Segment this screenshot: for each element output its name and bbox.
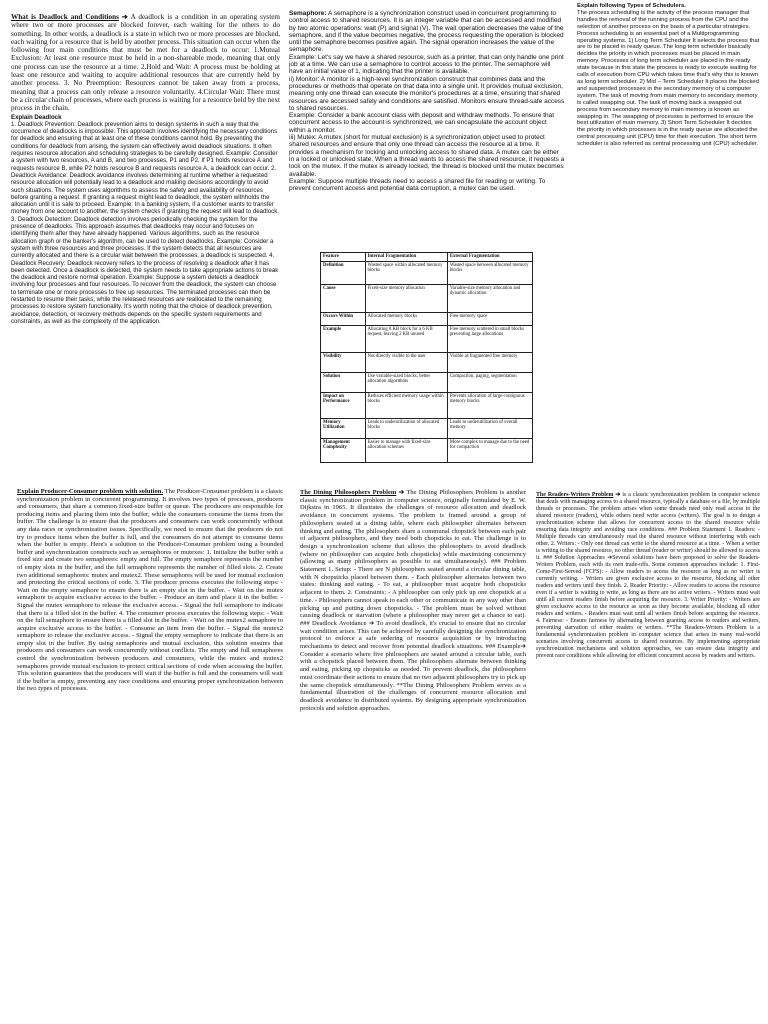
deadlock-heading: What is Deadlock and Conditions bbox=[11, 13, 119, 21]
table-cell: Leads to underutilization of overall memory bbox=[447, 418, 532, 438]
table-row bbox=[321, 325, 533, 352]
mutex-example: Example: Suppose multiple threads need to access a shared file for reading or writing. To prevent concurrent access and potential data corruption, a mutex can be used. bbox=[289, 177, 546, 193]
table-cell: Allocating 8 KB block for a 6 KB request, leaving 2 KB unused bbox=[365, 325, 447, 352]
table-cell: Allocated memory blocks bbox=[365, 312, 447, 325]
dining-philosophers-section bbox=[300, 489, 526, 725]
table-cell: Cause bbox=[321, 284, 366, 312]
deadlock-section bbox=[11, 13, 281, 325]
semaphore-paragraph bbox=[289, 10, 565, 54]
table-cell: Easier to manage with fixed-size allocation schemes bbox=[365, 438, 447, 462]
arrow-icon: ➔ bbox=[398, 489, 405, 496]
table-cell: Prevents allocation of large contiguous memory blocks bbox=[447, 392, 532, 418]
table-cell: Visible as fragmented free memory bbox=[447, 352, 532, 372]
table-cell: Compaction, paging, segmentation bbox=[447, 372, 532, 392]
table-cell: Wasted space between allocated memory blocks bbox=[447, 261, 532, 284]
monitor-paragraph: ii) Monitor: A monitor is a high-level synchronization construct that combines data and the procedures or methods that operate on that data into a single unit. It provides mutual exclusion, meaning only one thread can execute the monitor's procedures at a time, ensuring that shared resources are accessed safely and conditions are satisfied. Monitors ensure thread-safe access to shared resources. bbox=[289, 75, 565, 112]
semaphore-body: A semaphore is a synchronization construct used in concurrent programming to control access to shared resources. It is an integer variable that can be accessed and modified by two atomic operations: wait (P) and signal (V). The wait operation decreases the value of the semaphore, and if the value becomes negative, the process requesting the operation is blocked until the semaphore becomes positive again. The signal operation increases the value of the semaphore. bbox=[289, 10, 564, 54]
schedulers-heading: Explain following Types of Schedulers. bbox=[577, 3, 686, 9]
table-cell: Memory Utilization bbox=[321, 418, 366, 438]
table-header-cell: Feature bbox=[321, 253, 366, 262]
table-cell: Reduces efficient memory usage within blocks bbox=[365, 392, 447, 418]
explain-deadlock-heading: Explain Deadlock bbox=[11, 113, 62, 121]
readers-writers-heading: The Readers-Writers Problem bbox=[536, 492, 614, 498]
producer-consumer-paragraph bbox=[17, 488, 283, 693]
table-cell: Free memory space bbox=[447, 312, 532, 325]
table-row bbox=[321, 438, 533, 462]
arrow-icon: ➔ bbox=[121, 13, 128, 21]
deadlock-intro: A deadlock is a condition in an operating system where two or more processes are blocked forever, each waiting for the others to do something. In other words, a deadlock is a state in which two or more processes are blocked, each waiting for a resource that is held by another process. This situation can occur when the following four main conditions that must be met for a deadlock to occur: 1.Mutual Exclusion: At least one resource must be held in a non-shareable mode, meaning that only one process can use the resource at a time. 2.Hold and Wait: A process must be holding at least one resource and waiting to acquire additional resources that are currently held by another process. 3. No Preemption: Resources cannot be taken away from a process, meaning that a process can only release a resource voluntarily. 4.Circular Wait: There must be a circular chain of processes, where each process is waiting for a resource held by the next process in the chain. bbox=[11, 13, 281, 113]
table-cell: Use variable-sized blocks, better allocation algorithms bbox=[365, 372, 447, 392]
producer-consumer-heading: Explain Producer-Consumer problem with solution. bbox=[17, 488, 164, 495]
deadlock-intro-paragraph bbox=[11, 13, 280, 113]
producer-consumer-section bbox=[17, 488, 283, 778]
semaphore-example: Example: Let's say we have a shared resource, such as a printer, that can only handle one print job at a time. We can use a semaphore to control access to the printer. The semaphore will have an initial value of 1, indicating that the printer is available. bbox=[289, 53, 564, 76]
sync-constructs-section bbox=[289, 10, 565, 258]
fragmentation-table bbox=[320, 252, 533, 463]
semaphore-label: Semaphore: bbox=[289, 10, 327, 17]
table-cell: Fixed-size memory allocation bbox=[365, 284, 447, 312]
table-header-row bbox=[321, 253, 533, 262]
readers-writers-paragraph bbox=[536, 492, 760, 660]
table-cell: Management Complexity bbox=[321, 438, 366, 462]
table-row bbox=[321, 392, 533, 418]
explain-deadlock-body: 1. Deadlock Prevention: Deadlock prevention aims to design systems in such a way that the occurrence of deadlocks is impossible. This approach involves identifying the necessary conditions for deadlock and ensuring that at least one of these conditions cannot hold. By preventing the conditions for deadlock from arising, the system can effectively avoid deadlock situations. It often requires resource allocation and scheduling strategies to be carefully designed. Example: Consider a system with two resources, A and B, and two processes, P1 and P2. If P1 holds resource A and requests resource B, while P2 holds resource B and requests resource A, a deadlock can occur. 2. Deadlock Avoidance: Deadlock avoidance involves determining at runtime whether a requested resource allocation will potentially lead to a deadlock and making decisions accordingly to avoid such situations. The system uses algorithms to assess the safety and availability of resources before granting a request. If granting a request might lead to deadlock, the system withholds the allocation until it is safe to proceed. Example: In a banking system, if a customer wants to transfer money from one account to another, the system checks if granting the request will lead to deadlock. 3. Deadlock Detection: Deadlock detection involves periodically checking the system for the presence of deadlocks. This approach assumes that deadlocks may occur and focuses on identifying them after they have already happened. Various algorithms, such as the resource allocation graph or the banker's algorithm, can be used to detect deadlocks. Example: Consider a system with three resources and three processes. If the system detects that all resources are currently allocated and there is a circular wait between the processes, a deadlock is suspected. 4. Deadlock Recovery: Deadlock recovery refers to the process of resolving a deadlock after it has been detected. Once a deadlock is detected, the system needs to take appropriate actions to break the deadlock and restore normal operation. Example: Suppose a system detects a deadlock involving four processes and four resources. To recover from the deadlock, the system can choose to terminate one or more processes to free up resources. The terminated processes can then be restarted to resume their tasks, while the released resources are reallocated to the remaining processes to restore system functionality. It's worth noting that the choice of deadlock prevention, avoidance, detection, or recovery methods depends on the specific system requirements and constraints, as well as the complexity of the application. bbox=[11, 120, 279, 325]
dining-paragraph bbox=[300, 489, 526, 712]
table-row bbox=[321, 372, 533, 392]
table-cell: Example bbox=[321, 325, 366, 352]
schedulers-section bbox=[577, 3, 760, 255]
table-cell: More complex to manage due to the need for compaction bbox=[447, 438, 532, 462]
table-cell: Definition bbox=[321, 261, 366, 284]
table-cell: Occurs Within bbox=[321, 312, 366, 325]
monitor-example: Example: Consider a bank account class with deposit and withdraw methods. To ensure that concurrent access to the account is synchronized, we can encapsulate the account object within a monitor. bbox=[289, 112, 555, 134]
table-cell: Impact on Performance bbox=[321, 392, 366, 418]
table-cell: Solution bbox=[321, 372, 366, 392]
table-cell: Not directly visible to the user bbox=[365, 352, 447, 372]
producer-consumer-body: The Producer-Consumer problem is a classic synchronization problem in concurrent programming. It involves two types of processes, producers and consumers, that share a common fixed-size buffer or queue. The producers are responsible for producing items and placing them into the buffer, while the consumers consume the items from the buffer. The challenge is to ensure that the producers and consumers can work concurrently without any data races or synchronization issues. Specifically, we need to ensure that the producers do not try to produce items when the buffer is full, and the consumers do not attempt to consume items when the buffer is empty. Here's a solution to the Producer-Consumer problem using a bounded buffer and synchronization constructs such as semaphores or mutexes: 1. Initialize the buffer with a fixed size and create two semaphores: empty and full. The empty semaphore represents the number of empty slots in the buffer, and the full semaphore represents the number of filled slots. 2. Create two additional semaphores: mutex and mutex2. These semaphores will be used for mutual exclusion and protecting the critical sections of code. 3. The producer process executes the following steps: - Wait on the empty semaphore to ensure there is an empty slot in the buffer. - Wait on the mutex semaphore to acquire exclusive access to the buffer. - Produce an item and place it in the buffer. - Signal the mutex semaphore to release the exclusive access. - Signal the full semaphore to indicate that there is a filled slot in the buffer. 4. The consumer process executes the following steps: - Wait on the full semaphore to ensure there is a filled slot in the buffer. - Wait on the mutex2 semaphore to acquire exclusive access to the buffer. - Consume an item from the buffer. - Signal the mutex2 semaphore to release the exclusive access. - Signal the empty semaphore to indicate that there is an empty slot in the buffer. By using semaphores and mutual exclusion, this solution ensures that producers and consumers can work concurrently without conflicts. The empty and full semaphores control the synchronization between producers and consumers, while the mutex and mutex2 semaphores provide mutual exclusion to protect critical sections of code when accessing the buffer. This solution guarantees that the producers will wait if the buffer is full and the consumers will wait if the buffer is empty, preventing any race conditions and ensuring proper synchronization between the two types of processes. bbox=[17, 488, 283, 693]
table-cell: Variable-size memory allocation and dynamic allocation bbox=[447, 284, 532, 312]
table-row bbox=[321, 418, 533, 438]
table-header-cell: Internal Fragmentation bbox=[365, 253, 447, 262]
schedulers-body: The process scheduling is the activity of the process manager that handles the removal of the running process from the CPU and the selection of another process on the basis of a particular strategies. Process scheduling is an essential part of a Multiprogramming operating systems. 1) Long Term Scheduler It selects the process that are to be placed in ready queue. The long term scheduler basically decides the priority in which processes must be placed in main memory. Processes of long term scheduler are placed in the ready state because in this state the process is ready to execute waiting for calls of execution from CPU which takes time that's why this is known as long term scheduler. 2) Mid – Term Scheduler It places the blocked and suspended processes in the secondary memory of a computer system. The task of moving from main memory to secondary memory is called swapping out. The task of moving back a swapped out process from secondary memory to main memory is known as swapping in. The swapping of processes is performed to ensure the best utilization of main memory. 3) Short Term Scheduler It decides the priority in which processes is in the ready queue are allocated the central processing unit (CPU) time for their execution. The short term scheduler is also referred as central processing unit (CPU) scheduler. bbox=[577, 9, 760, 148]
table-row bbox=[321, 312, 533, 325]
table-cell: Free memory scattered in small blocks preventing large allocations bbox=[447, 325, 532, 352]
table-cell: Leads to underutilization of allocated blocks bbox=[365, 418, 447, 438]
table-row bbox=[321, 284, 533, 312]
fragmentation-table-wrapper bbox=[320, 252, 533, 494]
table-cell: Wasted space within allocated memory blocks bbox=[365, 261, 447, 284]
mutex-paragraph: iii) Mutex: A mutex (short for mutual exclusion) is a synchronization object used to protect shared resources and ensure that only one thread can access the resource at a time. It provides a mechanism for locking and unlocking access to shared data. A mutex can be either in a locked or unlocked state. When a thread wants to access the shared resource, it requests a lock on the mutex. If the mutex is already locked, the thread is blocked until the mutex becomes available. bbox=[289, 134, 565, 178]
table-header-cell: External Fragmentation bbox=[447, 253, 532, 262]
readers-writers-body: is a classic synchronization problem in computer science that deals with managing access to a shared resource, typically a database or a file, by multiple threads or processes. The problem arises when some threads need only read access to the shared resource (readers), while others need write access (writers). The goal is to design a synchronization scheme that allows for concurrent access to the shared resource while ensuring data integrity and avoiding race conditions. ### Problem Statement 1. Readers: - Multiple threads can simultaneously read the shared resource without interfering with each other. 2. Writers: - Only one thread can write to the shared resource at a time. - When a writer is writing to the shared resource, no other thread (reader or writer) should be allowed to access it. ### Solution Approaches ➔Several solutions have been proposed to solve the Readers-Writers Problem, each with its own trade-offs. Some common approaches include: 1. First-Come-First-Served (FCFS): - Allow readers to access the resource as long as no writer is currently writing. - Writers are given exclusive access to the resource, blocking all other readers and writers until they finish. 2. Reader Priority: - Allow readers to access the resource even if a writer is waiting to write, as long as there are no active writers. - Writers must wait until all current readers finish before acquiring the resource. 3. Writer Priority: - Writers are given exclusive access to the resource as soon as they become available, blocking all other readers and writers. - Readers must wait until all writers finish before acquiring the resource. 4. Fairness: - Ensure fairness by alternating between granting access to readers and writers, preventing starvation of either readers or writers. **The Readers-Writers Problem is a fundamental synchronization problem in computer science that arises in many real-world scenarios involving concurrent access to shared resources. By implementing appropriate synchronization mechanisms and solution approaches, we can ensure data integrity and prevent race conditions while allowing for efficient concurrent access by readers and writers. bbox=[536, 492, 760, 659]
dining-heading: The Dining Philosophers Problem bbox=[300, 489, 397, 496]
table-cell: Visibility bbox=[321, 352, 366, 372]
arrow-icon: ➔ bbox=[615, 492, 621, 498]
table-row bbox=[321, 352, 533, 372]
readers-writers-section bbox=[536, 492, 760, 732]
dining-body: The Dining Philosophers Problem is another classic synchronization problem in computer science, originally formulated by E. W. Dijkstra in 1965. It illustrates the challenges of resource allocation and deadlock avoidance in concurrent systems. The problem is framed around a group of philosophers seated at a dining table, where each philosopher alternates between thinking and eating. The philosophers share a communal chopstick between each pair of adjacent philosophers, and they need both chopsticks to eat. The challenge is to design a synchronization scheme that allows the philosophers to avoid deadlock (where no philosopher can acquire both chopsticks) while maximizing concurrency (allowing as many philosophers as possible to eat simultaneously). ### Problem Statement 1. Setup: - There are N philosophers seated around a circular dining table, with N chopsticks placed between them. - Each philosopher alternates between two states: thinking and eating. - To eat, a philosopher must acquire both chopsticks adjacent to them. 2. Constraints: - A philosopher can only pick up one chopstick at a time. - Philosophers cannot speak to each other or communicate in any way other than picking up and putting down chopsticks. - The problem must be solved without causing deadlock or starvation (where a philosopher may never get a chance to eat). ### Deadlock Avoidance ➔ To avoid deadlock, it's crucial to ensure that no circular wait condition arises. This can be achieved by carefully designing the synchronization protocol to enforce a safe ordering of resource acquisition or by introducing mechanisms to detect and recover from potential deadlock situations. ### Example➔ Consider a scenario where five philosophers are seated around a circular table, each with a chopstick placed between them. The philosophers alternate between thinking and eating, picking up chopsticks as needed. To prevent deadlock, the philosophers must coordinate their actions to ensure that no two adjacent philosophers try to pick up the same chopstick simultaneously. **The Dining Philosophers Problem serves as a fundamental illustration of the challenges of concurrent resource allocation and deadlock avoidance in distributed systems. By designing appropriate synchronization protocols and solution approaches. bbox=[300, 489, 527, 712]
table-row bbox=[321, 261, 533, 284]
